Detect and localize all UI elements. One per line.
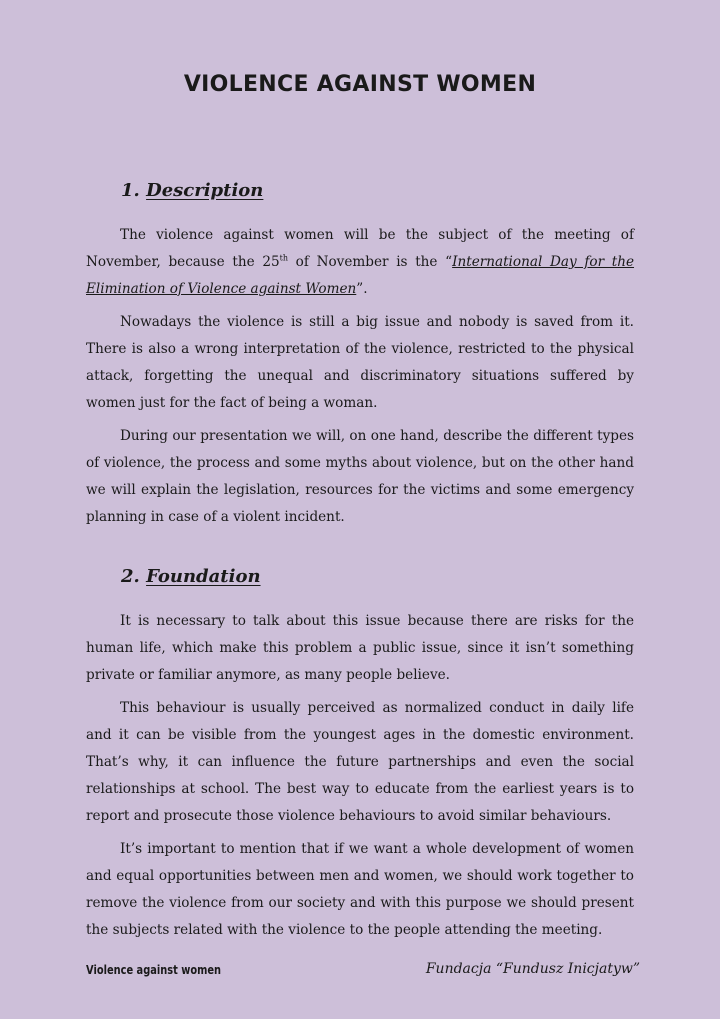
paragraph: It’s important to mention that if we want a whole development of women and equal opportunities between men and women, we should work together to remove the violence from our society and with this purpose we should present the subjects related with the violence to the people attending the meeting.	[86, 841, 634, 938]
paragraph-text: of November is the “	[288, 254, 453, 270]
paragraph-text: The violence against women will be the subject of the meeting of November, because the 25	[86, 227, 634, 270]
footer-organization: Fundacja “Fundusz Inicjatyw”	[425, 961, 640, 977]
section-heading-text: Description	[146, 180, 264, 201]
paragraph	[86, 222, 634, 303]
paragraph: This behaviour is usually perceived as normalized conduct in daily life and it can be visible from the youngest ages in the domestic environment. That’s why, it can influence the future partnerships and even the social relationships at school. The best way to educate from the earliest years is to report and prosecute those violence behaviours to avoid similar behaviours.	[86, 700, 634, 824]
referenced-day-title: International Day for the Elimination of Violence against Women	[86, 254, 635, 297]
page-title: VIOLENCE AGAINST WOMEN	[183, 72, 537, 97]
section-number: 1.	[121, 180, 140, 201]
paragraph: It is necessary to talk about this issue because there are risks for the human life, which make this problem a public issue, since it isn’t something private or familiar anymore, as many people believe.	[86, 613, 634, 683]
section-number: 2.	[121, 566, 140, 587]
paragraph: Nowadays the violence is still a big issue and nobody is saved from it. There is also a wrong interpretation of the violence, restricted to the physical attack, forgetting the unequal and discriminatory situations suffered by women just for the fact of being a woman.	[86, 314, 634, 411]
section-body-foundation	[86, 608, 634, 950]
footer-document-title: Violence against women	[86, 963, 222, 977]
paragraph: During our presentation we will, on one hand, describe the different types of violence, the process and some myths about violence, but on the other hand we will explain the legislation, resources for the victims and some emergency planning in case of a violent incident.	[86, 428, 634, 525]
section-heading-description	[121, 180, 263, 201]
ordinal-suffix: th	[279, 253, 288, 263]
section-body-description	[86, 222, 634, 537]
section-heading-foundation	[121, 566, 261, 587]
section-heading-text: Foundation	[146, 566, 261, 587]
paragraph-text: ”.	[356, 281, 368, 297]
